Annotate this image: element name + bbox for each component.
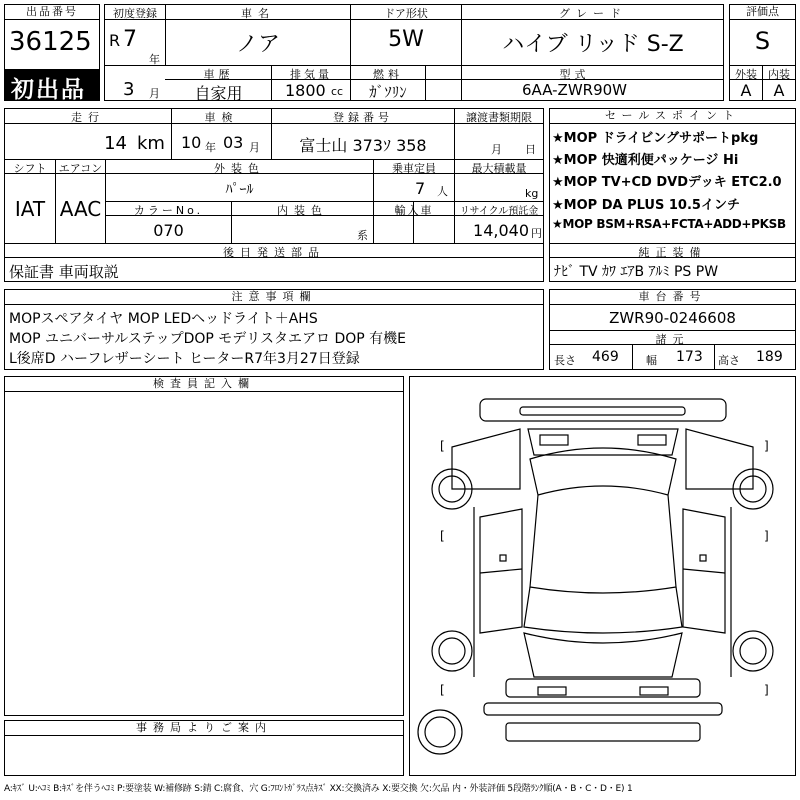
- first-reg-month: 3: [123, 79, 135, 100]
- lot-box: [4, 4, 100, 101]
- recycle: 14,040: [473, 221, 529, 240]
- later-parts-header: 後日発送部品: [223, 246, 325, 259]
- first-reg-year-unit: 年: [149, 53, 160, 66]
- fuel: ｶﾞｿﾘﾝ: [369, 83, 407, 101]
- office-box: [4, 720, 404, 776]
- int-grade: A: [773, 81, 785, 100]
- height-label: 高さ: [718, 354, 740, 367]
- sales-point: ★MOP TV+CD DVDデッキ ETC2.0: [552, 175, 782, 190]
- inspection-year: 10: [181, 133, 202, 152]
- dims-header: 諸元: [655, 333, 690, 346]
- bracket-right-bot: ]: [764, 683, 769, 697]
- displacement: 1800: [285, 81, 326, 100]
- chassis-number: ZWR90-0246608: [609, 309, 736, 327]
- car-name-header: 車名: [241, 7, 275, 20]
- note-line: L後席D ハーフレザーシート ヒーターR7年3月27日登録: [9, 351, 360, 367]
- color-header: 外装色: [214, 162, 265, 175]
- first-reg-era: R: [109, 31, 121, 50]
- chassis-header: 車台番号: [550, 290, 795, 305]
- score: S: [754, 27, 771, 55]
- color-no: 070: [153, 221, 184, 240]
- load-unit: kg: [525, 187, 539, 200]
- bracket-right-top: ]: [764, 439, 769, 453]
- mileage-header: 走行: [71, 111, 105, 124]
- first-listing-label: 初出品: [11, 77, 86, 103]
- first-reg-year: 7: [123, 27, 137, 52]
- score-box: [729, 4, 796, 101]
- displacement-header: 排気量: [290, 68, 332, 81]
- capacity-unit: 人: [437, 185, 448, 198]
- color: ﾊﾟｰﾙ: [225, 182, 254, 198]
- recycle-unit: 円: [531, 227, 542, 240]
- first-listing-badge: [5, 69, 99, 103]
- transfer-month-unit: 月: [491, 143, 502, 156]
- fuel-header: 燃料: [373, 68, 403, 81]
- shift-header: シフト: [13, 162, 47, 175]
- int-header: 内装: [768, 68, 790, 81]
- note-line: MOPスペアタイヤ MOP LEDヘッドライト＋AHS: [9, 311, 318, 327]
- lot-number: 36125: [9, 27, 92, 57]
- transfer-day-unit: 日: [525, 143, 536, 156]
- inspector-header: 検査員記入欄: [5, 377, 403, 392]
- car-diagram-box: [409, 376, 796, 776]
- office-header: 事務局よりご案内: [5, 721, 403, 736]
- notes-box: [4, 289, 544, 370]
- first-reg-month-unit: 月: [149, 87, 160, 100]
- import-header: 輸入車: [394, 204, 434, 217]
- sales-header: セールスポイント: [550, 109, 795, 124]
- capacity: 7: [415, 179, 426, 198]
- load-header: 最大積載量: [471, 162, 527, 175]
- history-header: 車歴: [203, 68, 234, 81]
- length: 469: [592, 349, 619, 365]
- transfer-header: 譲渡書類期限: [466, 111, 532, 124]
- details-box: [4, 108, 544, 282]
- width: 173: [676, 349, 703, 365]
- capacity-header: 乗車定員: [392, 162, 436, 175]
- legend: A:ｷｽﾞ U:ﾍｺﾐ B:ｷｽﾞを伴うﾍｺﾐ P:要塗装 W:補修跡 S:錆 C:腐食、穴 G:ﾌﾛﾝﾄｶﾞﾗｽ点ｷｽﾞ XX:交換済み X:要交換 欠:欠品 内・外装評価 5段階ﾗﾝｸ順(A・B・C・D・E) 1: [4, 784, 633, 794]
- history: 自家用: [194, 84, 243, 103]
- bracket-right-mid: ]: [764, 529, 769, 543]
- displacement-unit: cc: [331, 85, 344, 98]
- sales-point: ★MOP 快適利便パッケージ Hi: [552, 153, 739, 168]
- first-reg-header: 初度登録: [113, 7, 157, 20]
- notes-header: 注意事項欄: [5, 290, 543, 305]
- score-header: 評価点: [730, 5, 795, 20]
- car-outline-diagram: [410, 377, 795, 775]
- inspection-year-unit: 年: [205, 141, 216, 154]
- lot-header: 出品番号: [5, 5, 99, 20]
- grade-header: グレード: [559, 7, 627, 20]
- inspector-box: [4, 376, 404, 716]
- car-name: ノア: [235, 32, 280, 57]
- int-color-header: 内装色: [277, 204, 328, 217]
- recycle-header: リサイクル預託金: [459, 206, 539, 217]
- reg-no: 富士山 373ｿ 358: [299, 136, 427, 155]
- vehicle-info-box: [104, 4, 724, 101]
- door-type: 5W: [388, 27, 424, 52]
- ac-header: エアコン: [58, 162, 103, 175]
- inspection-header: 車検: [204, 111, 239, 124]
- grade: ハイブ リッド S-Z: [502, 32, 684, 57]
- bracket-left-top: [: [440, 439, 445, 453]
- chassis-box: [549, 289, 796, 370]
- mileage-unit: km: [137, 133, 165, 154]
- color-no-header: カラーNo.: [133, 204, 204, 217]
- sales-point: ★MOP DA PLUS 10.5インチ: [552, 198, 740, 213]
- later-parts: 保証書 車両取説: [9, 263, 119, 281]
- reg-no-header: 登録番号: [333, 111, 393, 124]
- width-label: 幅: [646, 354, 657, 367]
- bracket-left-bot: [: [440, 683, 445, 697]
- mileage: 14: [104, 133, 127, 154]
- equipment-header: 純正装備: [638, 246, 707, 259]
- sales-point: ★MOP BSM+RSA+FCTA+ADD+PKSB: [552, 217, 786, 231]
- bracket-left-mid: [: [440, 529, 445, 543]
- ext-grade: A: [740, 81, 752, 100]
- shift: IAT: [14, 197, 46, 221]
- sales-point: ★MOP ドライビングサポートpkg: [552, 131, 759, 146]
- door-header: ドア形状: [384, 7, 428, 20]
- height: 189: [756, 349, 783, 365]
- int-color-unit: 系: [357, 229, 368, 242]
- sales-points-box: [549, 108, 796, 282]
- inspection-month-unit: 月: [249, 141, 260, 154]
- equipment: ﾅﾋﾞ TV ｶﾜ ｴｱB ｱﾙﾐ PS PW: [554, 264, 719, 280]
- ac: AAC: [59, 197, 102, 221]
- model-header: 型式: [559, 68, 590, 81]
- model-code: 6AA-ZWR90W: [521, 81, 627, 99]
- inspection-month: 03: [223, 133, 244, 152]
- length-label: 長さ: [554, 354, 576, 367]
- ext-header: 外装: [735, 68, 757, 81]
- note-line: MOP ユニバーサルステップDOP モデリスタエアロ DOP 有機E: [9, 331, 406, 347]
